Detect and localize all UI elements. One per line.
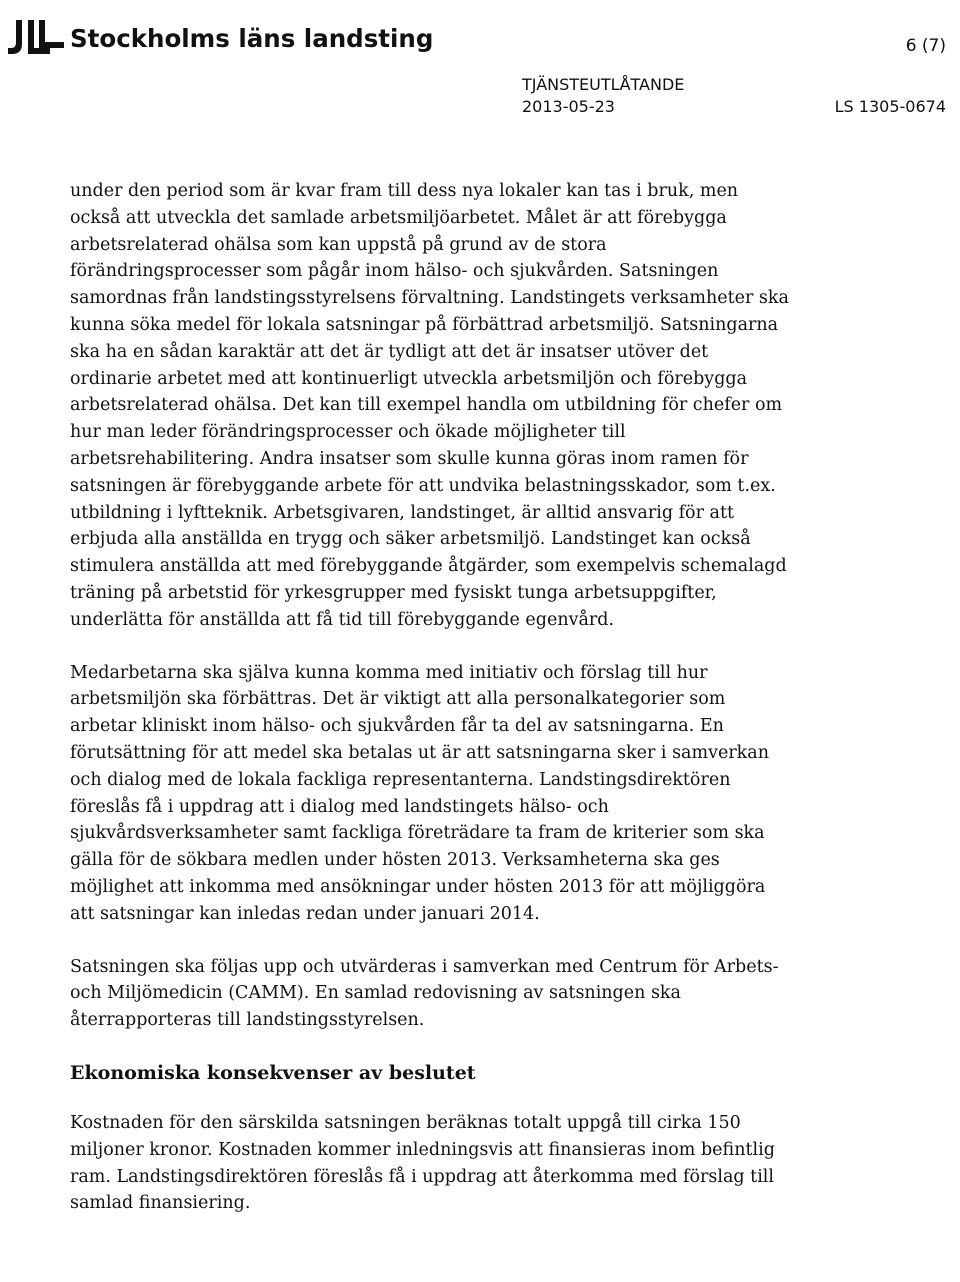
document-reference: LS 1305-0674 — [834, 97, 946, 116]
page-header — [0, 0, 960, 130]
document-body — [70, 178, 790, 1243]
document-date: 2013-05-23 — [522, 97, 615, 116]
body-paragraph: Satsningen ska följas upp och utvärderas i samverkan med Centrum för Arbets- och Miljömedicin (CAMM). En samlad redovisning av satsningen ska återrapporteras till landstingsstyrelsen. — [70, 956, 779, 1031]
body-paragraph: Medarbetarna ska själva kunna komma med initiativ och förslag till hur arbetsmiljön ska förbättras. Det är viktigt att alla personalkategorier som arbetar kliniskt inom hälso- och sjukvården får ta del av satsningarna. En förutsättning för att medel ska betalas ut är att satsningarna sker i samverkan och dialog med de lokala fackliga representanterna. Landstingsdirektören föreslås få i uppdrag att i dialog med landstingets hälso- och sjukvårdsverksamheter samt fackliga företrädare ta fram de kriterier som ska gälla för de sökbara medlen under hösten 2013. Verksamheterna ska ges möjlighet att inkomma med ansökningar under hösten 2013 för att möjliggöra att satsningar kan inledas redan under januari 2014. — [70, 662, 769, 924]
document-type: TJÄNSTEUTLÅTANDE — [522, 75, 685, 94]
body-paragraph: under den period som är kvar fram till dess nya lokaler kan tas i bruk, men också att utveckla det samlade arbetsmiljöarbetet. Målet är att förebygga arbetsrelaterad ohälsa som kan uppstå på grund av de stora förändringsprocesser som pågår inom hälso- och sjukvården. Satsningen samordnas från landstingsstyrelsens förvaltning. Landstingets verksamheter ska kunna söka medel för lokala satsningar på förbättrad arbetsmiljö. Satsningarna ska ha en sådan karaktär att det är tydligt att det är insatser utöver det ordinarie arbetet med att kontinuerligt utveckla arbetsmiljön och förebygga arbetsrelaterad ohälsa. Det kan till exempel handla om utbildning för chefer om hur man leder förändringsprocesser och ökade möjligheter till arbetsrehabilitering. Andra insatser som skulle kunna göras inom ramen för satsningen är förebyggande arbete för att undvika belastningsskador, som t.ex. utbildning i lyftteknik. Arbetsgivaren, landstinget, är alltid ansvarig för att erbjuda alla anställda en trygg och säker arbetsmiljö. Landstinget kan också stimulera anställda att med förebyggande åtgärder, som exempelvis schemalagd träning på arbetstid för yrkesgrupper med fysiskt tunga arbetsuppgifter, underlätta för anställda att få tid till förebyggande egenvård. — [70, 181, 789, 630]
body-paragraph: Kostnaden för den särskilda satsningen beräknas totalt uppgå till cirka 150 miljoner kronor. Kostnaden kommer inledningsvis att finansieras inom befintlig ram. Landstingsdirektören föreslås få i uppdrag att återkomma med förslag till samlad finansiering. — [70, 1112, 775, 1214]
section-heading: Ekonomiska konsekvenser av beslutet — [70, 1061, 476, 1084]
page-number: 6 (7) — [905, 36, 946, 56]
sll-logo-icon — [6, 16, 66, 58]
organization-name: Stockholms läns landsting — [70, 24, 434, 53]
